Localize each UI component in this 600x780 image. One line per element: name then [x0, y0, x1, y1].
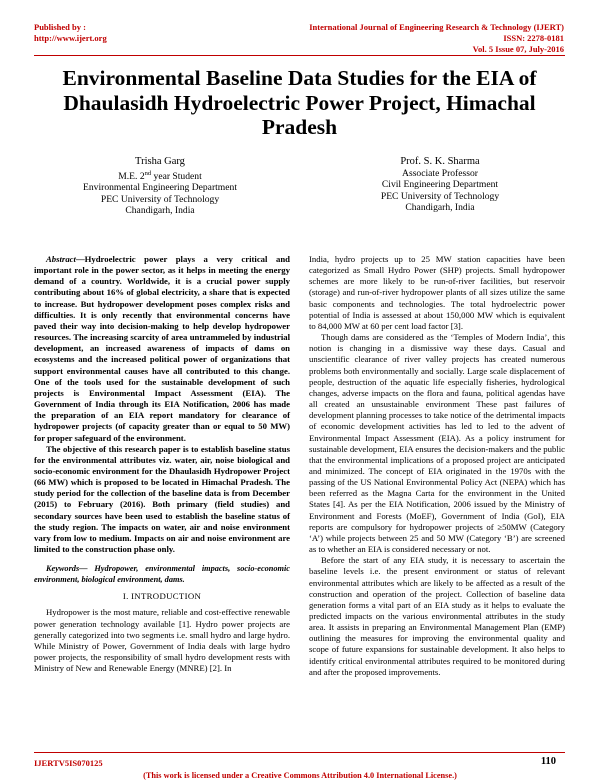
footer-rule	[34, 752, 565, 753]
author-block-1	[40, 156, 280, 217]
paper-title: Environmental Baseline Data Studies for the EIA of Dhaulasidh Hydroelectric Power Project, Himachal Pradesh	[62, 66, 537, 139]
volume-issue: Vol. 5 Issue 07, July-2016	[472, 44, 564, 54]
issn: ISSN: 2278-0181	[503, 33, 564, 43]
journal-website-link[interactable]: http://www.ijert.org	[34, 33, 107, 43]
section-heading-introduction: I. INTRODUCTION	[122, 591, 202, 602]
page-number: 110	[540, 756, 556, 767]
journal-info-block	[309, 22, 564, 55]
intro-paragraph: Hydropower is the most mature, reliable and cost-effective renewable power generation technology available [1]. Hydro power projects are generally categorized into two segments i.e. small hydro and large hydro. While Ministry of Power, Government of India deals with large hydro power projects, the responsibility of small hydro development rests with Ministry of New and Renewable Energy (MNRE) [2]. In	[34, 607, 290, 674]
author-university: PEC University of Technology	[100, 193, 220, 205]
journal-name: International Journal of Engineering Research & Technology (IJERT)	[309, 22, 564, 32]
body-paragraph: Though dams are considered as the ‘Temples of Modern India’, this notion is changing in a dismissive way these days. Casual and unscientific clearance of river valley projects has created numerous problems both environmentally and socially. Large scale displacement of people, destruction of the aquatic life especially fisheries, hydrological changes, adverse impacts on the flora and fauna, political agendas have all created an unsustainable environment These past failures of development planning processes to take notice of the detrimental impacts of economic development activities has led to led to the advent of Environmental Impact Assessment (EIA). As a policy instrument for sustainable development, EIA ensures the decision-makers and the public that the environmental implications of a proposed project are anticipated and minimized. The concept of EIA originated in the 1970s with the passing of the US National Environmental Policy Act (NEPA) which has been referred as the Magna Carta for the environment in the United States [4]. As per the EIA Notification, 2006 issued by the Ministry of Environment and Forests (MoEF), Government of India (GoI), EIA reports are compulsory for hydropower projects of ≥50MW (Category ‘A’) while projects between 25 and 50 MW (Category ‘B’) are screened as to whether an EIA is considered necessary or not.	[309, 332, 565, 555]
keywords-label: Keywords—	[46, 564, 88, 574]
author-role: Associate Professor	[402, 167, 478, 179]
body-paragraph: Before the start of any EIA study, it is necessary to ascertain the baseline levels i.e. the present environment or status of relevant environmental attributes which are likely to be affected as a result of the construction and operation of the project. Collection of baseline data generation forms a vital part of an EIA study as it helps to evaluate the predicted impacts on the various environmental attributes in the study area. It assists in preparing an Environmental Management Plan (EMP) outlining the measures for improving the environmental quality and scope of future expansions for sustainable development. It also helps to identify critical environmental attributes required to be monitored during and after the proposed improvements.	[309, 555, 565, 677]
author-name: Prof. S. K. Sharma	[400, 156, 480, 167]
published-by-label: Published by :	[34, 22, 86, 32]
author-role: M.E. 2nd year Student	[118, 169, 202, 182]
author-department: Environmental Engineering Department	[83, 182, 237, 194]
author-department: Civil Engineering Department	[381, 179, 499, 190]
right-column	[309, 254, 565, 678]
keywords-paragraph: Keywords— Hydropower, environmental impacts, socio-economic environment, biological environment, dams.	[34, 564, 290, 584]
license-note: (This work is licensed under a Creative Commons Attribution 4.0 International License.)	[143, 771, 457, 780]
left-column	[34, 254, 290, 674]
author-name: Trisha Garg	[135, 156, 185, 167]
abstract-paragraph: Abstract—Hydroelectric power plays a very critical and important role in the power sector, as it helps in meeting the energy demand of a country. Worldwide, it is a crucial power supply contributing about 16% of global electricity, a share that is expected to increase. But hydropower development poses complex risks and difficulties. It is only recently that environmental concerns have paved their way into decision-making to help develop hydropower resources. The increasing scarcity of area untrammeled by industrial development, an increased awareness of impacts of dams on ecosystems and the increased political power of organizations that support environmental causes have all contributed to this change. One of the tools used for the sustainable development of such projects is Environmental Impact Assessment (EIA). The Government of India through its EIA Notification, 2006 has made the preparation of an EIA report mandatory for clearance of hydropower projects (of capacity greater than or equal to 50 MW) for proper safeguard of the environment.	[34, 254, 290, 443]
body-paragraph: India, hydro projects up to 25 MW station capacities have been categorized as Small Hydro Power (SHP) projects. Small hydropower schemes are more likely to be run-of-river facilities, but reservoir (storage) and run-of-river hydropower plants of all sizes utilize the same basic components and technologies. The total hydroelectric power potential of India is assessed at about 150,000 MW which is equivalent to 84,000 MW at 60 per cent load factor [3].	[309, 254, 565, 331]
author-university: PEC University of Technology	[380, 190, 500, 202]
author-block-2	[320, 156, 560, 214]
paper-id: IJERTV5IS070125	[34, 758, 103, 768]
publisher-block	[34, 22, 107, 44]
author-city: Chandigarh, India	[405, 202, 475, 213]
author-city: Chandigarh, India	[125, 205, 195, 217]
abstract-paragraph-2: The objective of this research paper is to establish baseline status for the environmental attributes viz. water, air, noise biological and socio-economic environment for the Dhaulasidh Hydropower Project (66 MW) which is proposed to be located in Himachal Pradesh. The study period for the collection of the baseline data is from December (2015) to February (2016). Both primary (field studies) and secondary sources have been used to establish the baseline status of the study region. The impacts on water, air and noise environment vary from low to medium. Impacts on air and noise environment are limited to the construction phase only.	[34, 443, 290, 555]
abstract-label: Abstract	[46, 254, 76, 264]
header-rule	[34, 55, 565, 56]
